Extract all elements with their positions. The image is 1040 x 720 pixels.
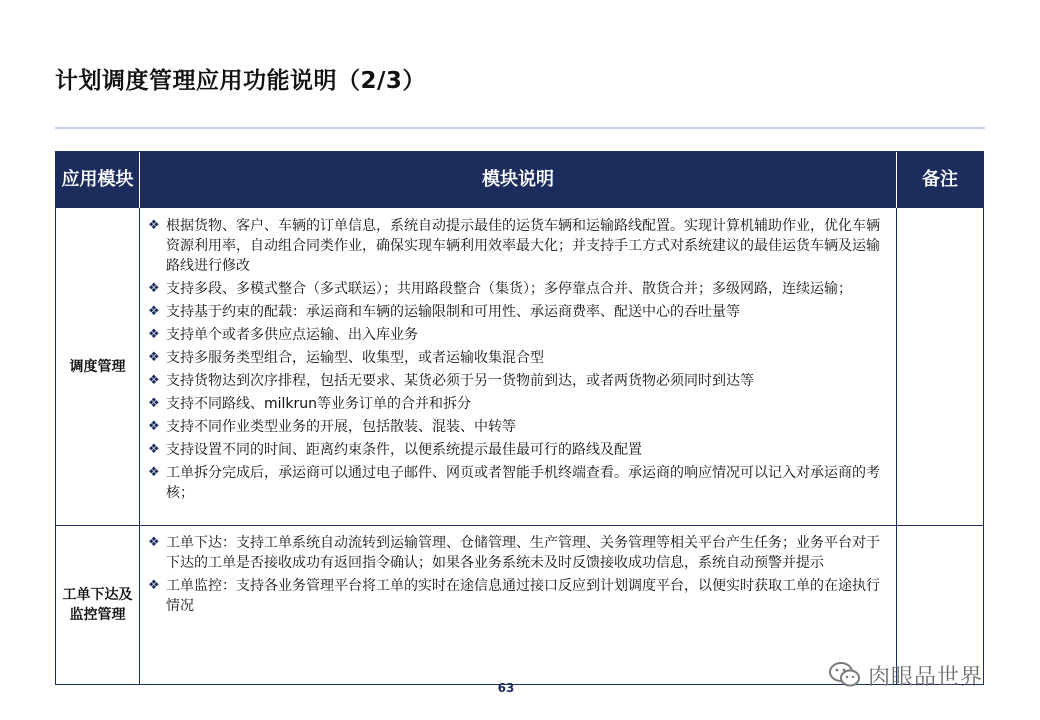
module-cell-dispatch	[56, 208, 139, 525]
watermark	[828, 660, 983, 690]
diamond-bullet-icon: ❖	[148, 350, 160, 365]
diamond-bullet-icon: ❖	[148, 535, 160, 550]
diamond-bullet-icon: ❖	[148, 218, 160, 233]
diamond-bullet-icon: ❖	[148, 373, 160, 388]
list-item: ❖ 支持货物达到次序排程，包括无要求、某货必须于另一货物前到达，或者两货物必须同时到达等	[148, 373, 754, 389]
module-cell-workorder	[56, 526, 139, 684]
diamond-bullet-icon: ❖	[148, 442, 160, 457]
list-item: ❖ 支持不同作业类型业务的开展，包括散装、混装、中转等	[148, 419, 516, 435]
header-description: 模块说明	[482, 169, 554, 190]
page-title: 计划调度管理应用功能说明（2/3）	[55, 68, 426, 94]
watermark-text: 肉眼品世界	[868, 664, 984, 690]
note-cell-dispatch	[897, 208, 983, 525]
diamond-bullet-icon: ❖	[148, 419, 160, 434]
wechat-icon	[828, 661, 862, 689]
list-item: ❖ 支持不同路线、milkrun等业务订单的合并和拆分	[148, 396, 472, 412]
module-label: 调度管理	[69, 358, 126, 375]
description-cell-dispatch	[146, 216, 888, 506]
header-note: 备注	[922, 169, 958, 190]
diamond-bullet-icon: ❖	[148, 281, 160, 296]
table-header	[56, 152, 983, 208]
list-item: ❖ 支持多服务类型组合，运输型、收集型，或者运输收集混合型	[148, 350, 544, 366]
list-item: ❖ 支持基于约束的配载：承运商和车辆的运输限制和可用性、承运商费率、配送中心的吞吐量等	[148, 304, 740, 320]
list-item: ❖ 支持设置不同的时间、距离约束条件，以便系统提示最佳最可行的路线及配置	[148, 442, 642, 458]
column-divider	[139, 208, 140, 684]
header-module: 应用模块	[61, 169, 134, 190]
list-item: ❖ 根据货物、客户、车辆的订单信息，系统自动提示最佳的运货车辆和运输路线配置。实现计算机辅助作业，优化车辆资源利用率，自动组合同类作业，确保实现车辆利用效率最大化；并支持手工方式对系统建议的最佳运货车辆及运输路线进行修改	[148, 218, 880, 274]
diamond-bullet-icon: ❖	[148, 465, 160, 480]
module-label: 监控管理	[69, 607, 126, 623]
function-table	[55, 151, 984, 685]
list-item: ❖ 工单下达：支持工单系统自动流转到运输管理、仓储管理、生产管理、关务管理等相关平台产生任务；业务平台对于下达的工单是否接收成功有返回指令确认；如果各业务系统未及时反馈接收成功信息，系统自动预警并提示	[148, 535, 880, 571]
list-item: ❖ 工单监控：支持各业务管理平台将工单的实时在途信息通过接口反应到计划调度平台，以便实时获取工单的在途执行情况	[148, 578, 880, 614]
description-cell-workorder	[146, 533, 888, 619]
page-number: 63	[497, 681, 515, 695]
diamond-bullet-icon: ❖	[148, 304, 160, 319]
diamond-bullet-icon: ❖	[148, 396, 160, 411]
row-divider	[56, 525, 983, 526]
list-item: ❖ 工单拆分完成后，承运商可以通过电子邮件、网页或者智能手机终端查看。承运商的响应情况可以记入对承运商的考核；	[148, 465, 880, 501]
list-item: ❖ 支持单个或者多供应点运输、出入库业务	[148, 327, 418, 343]
list-item: ❖ 支持多段、多模式整合（多式联运）；共用路段整合（集货）；多停靠点合并、散货合并；多级网路，连续运输；	[148, 281, 852, 297]
diamond-bullet-icon: ❖	[148, 578, 160, 593]
diamond-bullet-icon: ❖	[148, 327, 160, 342]
module-label: 工单下达及	[62, 587, 133, 603]
title-divider	[55, 127, 985, 129]
